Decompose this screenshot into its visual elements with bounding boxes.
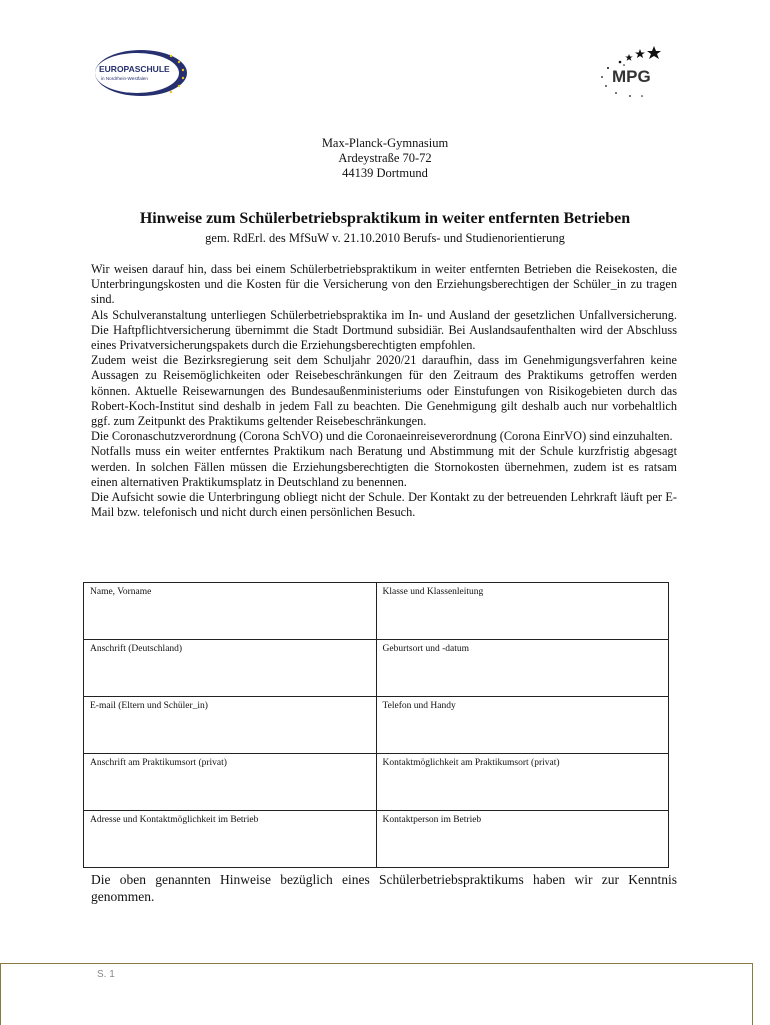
school-city: 44139 Dortmund xyxy=(342,166,428,180)
field-birth[interactable]: Geburtsort und -datum xyxy=(376,640,669,697)
field-class[interactable]: Klasse und Klassenleitung xyxy=(376,583,669,640)
mpg-logo xyxy=(594,44,674,102)
paragraph: Notfalls muss ein weiter entferntes Praktikum nach Beratung und Abstimmung mit der Schule kurzfristig abgesagt werden. In solchen Fällen müssen die Erziehungsberechtigten die Stornokosten übernehmen, zudem ist es ratsam einen alternativen Praktikumsplatz in Deutschland zu benennen. xyxy=(91,444,677,489)
paragraph: Die Aufsicht sowie die Unterbringung obliegt nicht der Schule. Der Kontakt zu der betreuenden Lehrkraft läuft per E-Mail bzw. telefonisch und nicht durch einen persönlichen Besuch. xyxy=(91,490,677,520)
field-phone[interactable]: Telefon und Handy xyxy=(376,697,669,754)
form-row xyxy=(84,697,669,754)
field-company-contact-person[interactable]: Kontaktperson im Betrieb xyxy=(376,811,669,868)
europaschule-logo xyxy=(93,48,189,98)
field-internship-address[interactable]: Anschrift am Praktikumsort (privat) xyxy=(84,754,377,811)
document-subtitle: gem. RdErl. des MfSuW v. 21.10.2010 Berufs- und Studienorientierung xyxy=(205,231,565,245)
europaschule-line1: EUROPASCHULE xyxy=(99,64,170,74)
form-row xyxy=(84,583,669,640)
student-info-form xyxy=(83,582,669,868)
page-number: S. 1 xyxy=(97,969,115,980)
field-email[interactable]: E-mail (Eltern und Schüler_in) xyxy=(84,697,377,754)
field-company-address[interactable]: Adresse und Kontaktmöglichkeit im Betrieb xyxy=(84,811,377,868)
school-address xyxy=(0,136,770,181)
acknowledgement-text: Die oben genannten Hinweise bezüglich eines Schülerbetriebspraktikums haben wir zur Kenntnis genommen. xyxy=(91,872,677,904)
form-row xyxy=(84,754,669,811)
paragraph: Als Schulveranstaltung unterliegen Schülerbetriebspraktika im In- und Ausland der gesetzlichen Unfallversicherung. Die Haftpflichtversicherung übernimmt die Stadt Dortmund subsidiär. Bei Auslandsaufenthalten wird der Abschluss eines Privatversicherungspakets durch die Erziehungsberechtigten empfohlen. xyxy=(91,307,677,353)
form-row xyxy=(84,811,669,868)
field-name[interactable]: Name, Vorname xyxy=(84,583,377,640)
notice-body xyxy=(91,262,677,520)
field-internship-contact[interactable]: Kontaktmöglichkeit am Praktikumsort (privat) xyxy=(376,754,669,811)
field-address[interactable]: Anschrift (Deutschland) xyxy=(84,640,377,697)
form-row xyxy=(84,640,669,697)
paragraph: Wir weisen darauf hin, dass bei einem Schülerbetriebspraktikum in weiter entfernten Betrieben die Reisekosten, die Unterbringungskosten und die Kosten für die Versicherung von den Erziehungsberechtigen der Schüler_in zu tragen sind. xyxy=(91,262,677,307)
europaschule-line2: in Nordrhein-Westfalen xyxy=(101,76,148,81)
paragraph: Die Coronaschutzverordnung (Corona SchVO) und die Coronaeinreiseverordnung (Corona EinrVO) sind einzuhalten. xyxy=(91,429,673,444)
school-street: Ardeystraße 70-72 xyxy=(338,151,432,165)
paragraph: Zudem weist die Bezirksregierung seit dem Schuljahr 2020/21 daraufhin, dass im Genehmigungsverfahren keine Aussagen zu Reisemöglichkeiten oder Reisebeschränkungen für den Zeitraum des Praktikums getroffen werden können. Aktuelle Reisewarnungen des Bundesaußenministeriums oder Einstufungen von Risikogebieten durch das Robert-Koch-Institut sind deshalb in jedem Fall zu beachten. Die Genehmigung gilt deshalb auch nur vorbehaltlich ggf. zum Zeitpunkt des Praktikums geltender Reisebeschränkungen. xyxy=(91,353,677,429)
mpg-logo-text: MPG xyxy=(612,67,651,86)
school-name: Max-Planck-Gymnasium xyxy=(321,136,449,150)
document-title: Hinweise zum Schülerbetriebspraktikum in weiter entfernten Betrieben xyxy=(139,210,631,227)
